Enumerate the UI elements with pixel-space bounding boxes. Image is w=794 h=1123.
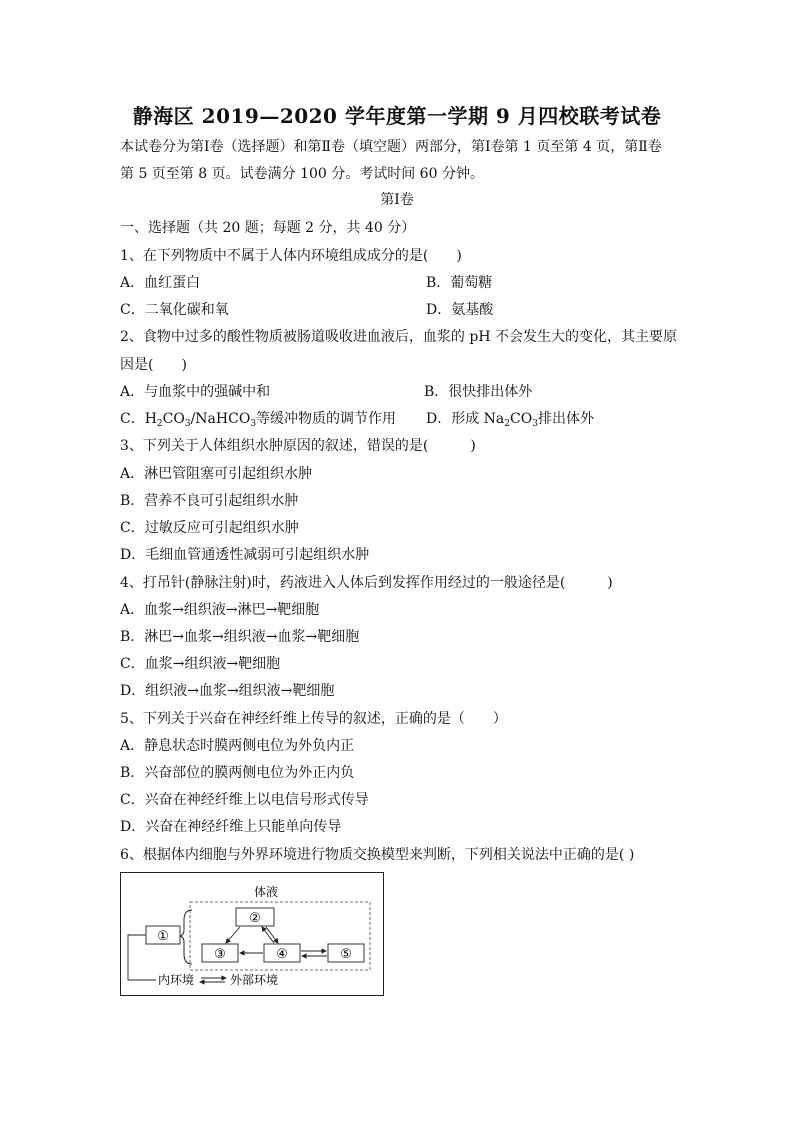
section-heading: 一、选择题（共 20 题；每题 2 分，共 40 分） [120,220,416,236]
question-4-option-b: B．淋巴→血浆→组织液→血浆→靶细胞 [120,629,360,645]
question-1-option-c: C．二氧化碳和氧 [120,302,229,318]
arrow-2-to-3 [226,927,240,943]
question-4-option-d: D．组织液→血浆→组织液→靶细胞 [120,683,335,699]
node-5-label: ⑤ [340,947,352,962]
exchange-model-diagram [120,872,384,996]
question-1-stem: 1、在下列物质中不属于人体内环境组成成分的是( ) [120,248,462,264]
question-5-stem: 5、下列关于兴奋在神经纤维上传导的叙述，正确的是（ ） [120,711,507,727]
exam-title: 静海区 2019—2020 学年度第一学期 9 月四校联考试卷 [132,104,662,128]
intro-line-1: 本试卷分为第Ⅰ卷（选择题）和第Ⅱ卷（填空题）两部分，第Ⅰ卷第 1 页至第 4 页，第Ⅱ卷 [120,139,662,155]
volume-heading: 第Ⅰ卷 [380,192,414,208]
question-1-option-b: B．葡萄糖 [426,275,493,291]
question-2-option-b: B．很快排出体外 [424,384,533,400]
internal-environment-label: 内环境 [158,973,195,987]
node-1-label: ① [157,929,169,944]
question-5-option-a: A．静息状态时膜两侧电位为外负内正 [120,738,355,754]
question-1-option-d: D．氨基酸 [426,302,494,318]
question-3-option-a: A．淋巴管阻塞可引起组织水肿 [120,466,313,482]
question-3-option-b: B．营养不良可引起组织水肿 [120,493,299,509]
question-6-stem: 6、根据体内细胞与外界环境进行物质交换模型来判断，下列相关说法中正确的是( ) [120,847,635,863]
question-2-stem-line-1: 2、食物中过多的酸性物质被肠道吸收进血液后，血浆的 pH 不会发生大的变化，其主要原 [120,329,677,345]
question-1-option-a: A．血红蛋白 [120,275,201,291]
intro-line-2: 第 5 页至第 8 页。试卷满分 100 分。考试时间 60 分钟。 [120,166,484,182]
external-environment-label: 外部环境 [230,973,279,987]
question-5-option-b: B．兴奋部位的膜两侧电位为外正内负 [120,765,355,781]
question-3-option-c: C．过敏反应可引起组织水肿 [120,520,299,536]
question-3-stem: 3、下列关于人体组织水肿原因的叙述，错误的是( ) [120,438,476,454]
question-2-option-c: C．$H_2CO_3/NaHCO_3$等缓冲物质的调节作用 [120,411,397,429]
question-2-option-d: D．形成 $Na_2CO_3$排出体外 [426,411,594,429]
question-5-option-d: D．兴奋在神经纤维上只能单向传导 [120,819,342,835]
question-2-stem-line-2: 因是( ) [120,357,187,373]
question-2-option-a: A．与血浆中的强碱中和 [120,384,271,400]
question-4-stem: 4、打吊针(静脉注射)时，药液进入人体后到发挥作用经过的一般途径是( ) [120,575,613,591]
question-3-option-d: D．毛细血管通透性减弱可引起组织水肿 [120,547,370,563]
node-4-label: ④ [276,947,288,962]
body-fluid-label: 体液 [254,885,279,899]
question-4-option-a: A．血浆→组织液→淋巴→靶细胞 [120,602,320,618]
node-3-label: ③ [214,947,226,962]
node-2-label: ② [249,911,261,926]
question-4-option-c: C．血浆→组织液→靶细胞 [120,656,281,672]
question-5-option-c: C．兴奋在神经纤维上以电信号形式传导 [120,792,369,808]
